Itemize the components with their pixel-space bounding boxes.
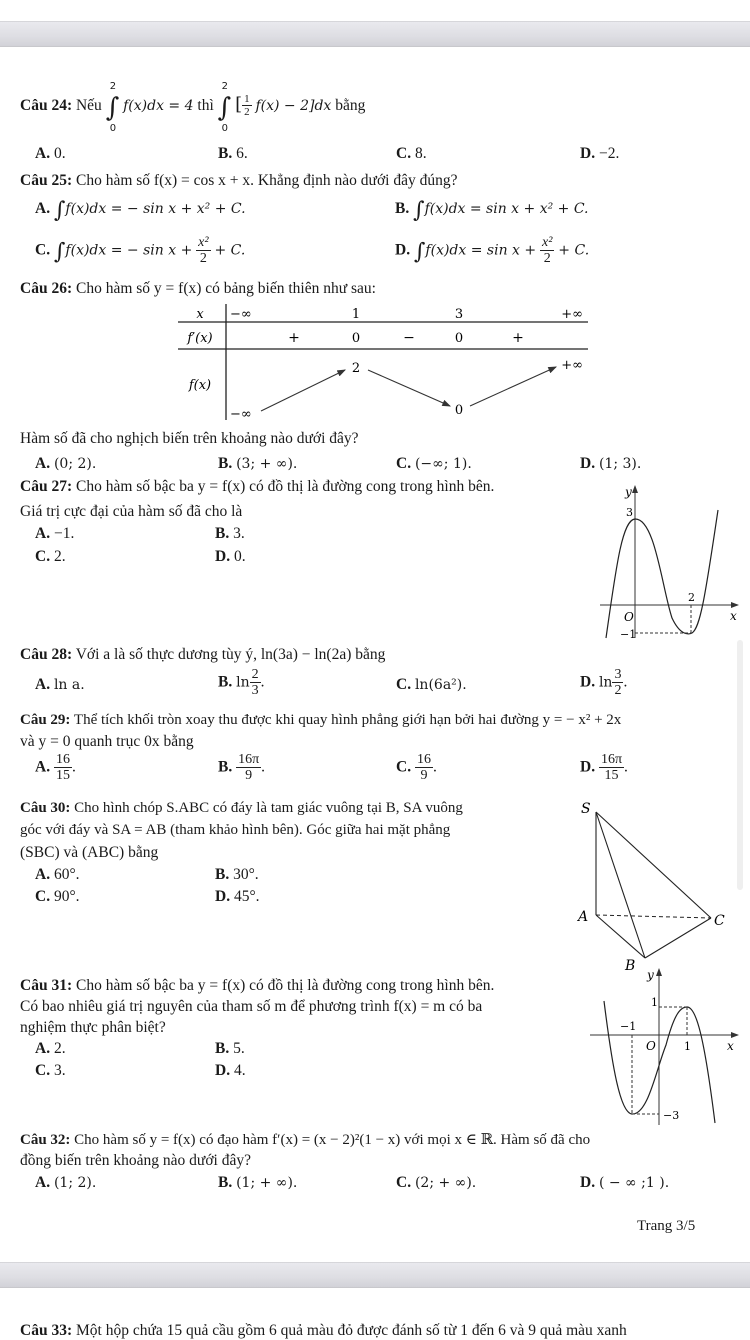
q26-option-d[interactable]: D. (1; 3). <box>580 455 642 472</box>
q30-option-c[interactable]: C. 90°. <box>35 888 80 905</box>
q32-option-c[interactable]: C. (2; + ∞). <box>396 1174 477 1191</box>
q31-option-a[interactable]: A. 2. <box>35 1040 66 1057</box>
table-f-val: 0 <box>454 403 464 418</box>
axis-label-x: x <box>730 609 737 623</box>
table-fp-val: 0 <box>454 331 464 346</box>
q33-label: Câu 33: <box>20 1322 73 1339</box>
q29-label: Câu 29: <box>20 712 71 728</box>
integral-sign-icon: ∫ <box>53 239 66 265</box>
vertex-label-b: B <box>625 958 636 974</box>
q28-option-b[interactable]: B. ln $\frac{2}{3}$ . <box>218 667 265 698</box>
table-f-val: −∞ <box>230 407 252 422</box>
vertex-label-s: S <box>581 801 591 817</box>
q26-question: Hàm số đã cho nghịch biến trên khoảng nào dưới đây? <box>20 430 359 447</box>
table-fp-val: 0 <box>351 331 361 346</box>
q29-option-a[interactable]: A. $\frac{16}{15}$ . <box>35 752 76 783</box>
q29-text2: và y = 0 quanh trục 0x bằng <box>20 733 194 750</box>
q31-option-d[interactable]: D. 4. <box>215 1062 246 1079</box>
q26-option-b[interactable]: B. (3; + ∞). <box>218 455 298 472</box>
q27-text: Cho hàm số bậc ba y = f(x) có đồ thị là đường cong trong hình bên. <box>75 478 495 495</box>
q29-option-c[interactable]: C. $\frac{16}{9}$ . <box>396 752 437 783</box>
q28-stem <box>20 646 385 664</box>
q24-expr2: f(x) − 2]dx <box>255 98 332 114</box>
axis-label-x: x <box>727 1039 734 1053</box>
q32-option-d[interactable]: D. ( − ∞ ;1 ). <box>580 1174 670 1191</box>
q32-option-b[interactable]: B. (1; + ∞). <box>218 1174 298 1191</box>
table-x-head: x <box>196 307 204 322</box>
q32-label: Câu 32: <box>20 1132 71 1148</box>
axis-label-y: y <box>625 485 632 499</box>
q24-stem <box>20 81 366 134</box>
q24-bracket: [ <box>235 94 243 115</box>
frac-num: 1 <box>244 93 250 106</box>
origin-label: O <box>646 1039 656 1053</box>
q24-option-a[interactable]: A. 0. <box>35 145 66 162</box>
q31-text: Cho hàm số bậc ba y = f(x) có đồ thị là đường cong trong hình bên. <box>75 977 495 994</box>
q27-stem <box>20 478 494 496</box>
q24-text-b: thì <box>197 97 214 114</box>
q24-expr1: f(x)dx = 4 <box>123 98 194 114</box>
q27-option-a[interactable]: A. −1. <box>35 525 75 542</box>
table-f-head: f(x) <box>188 378 212 393</box>
q28-option-d[interactable]: D. ln $\frac{3}{2}$ . <box>580 667 628 698</box>
tick-label: −1 <box>620 628 637 641</box>
integral-sign-icon: ∫ <box>413 198 425 223</box>
q30-option-b[interactable]: B. 30°. <box>215 866 259 883</box>
q24-label: Câu 24: <box>20 97 73 114</box>
q30-label: Câu 30: <box>20 800 71 816</box>
q28-text: Với a là số thực dương tùy ý, ln(3a) − ln(2a) bằng <box>75 646 386 663</box>
q27-text2: Giá trị cực đại của hàm số đã cho là <box>20 503 243 520</box>
tick-label: −1 <box>620 1020 637 1033</box>
variation-table <box>178 302 588 422</box>
q25-label: Câu 25: <box>20 172 73 189</box>
table-f-val: +∞ <box>561 358 583 373</box>
q27-label: Câu 27: <box>20 478 73 495</box>
q25-option-a[interactable]: A. ∫f(x)dx = − sin x + x² + C. <box>35 198 246 223</box>
frac-den: 2 <box>244 106 250 119</box>
pyramid-figure <box>575 795 745 974</box>
page-number: Trang 3/5 <box>637 1218 696 1234</box>
q26-stem <box>20 280 376 298</box>
q28-option-c[interactable]: C. ln(6a²). <box>396 676 467 693</box>
q28-option-a[interactable]: A. ln a. <box>35 676 85 693</box>
q31-text3: nghiệm thực phân biệt? <box>20 1019 166 1036</box>
q30-text2: góc với đáy và SA = AB (tham khảo hình bên). Góc giữa hai mặt phẳng <box>20 822 451 838</box>
q26-text: Cho hàm số y = f(x) có bảng biến thiên như sau: <box>75 280 376 297</box>
table-x-val: 3 <box>454 307 464 322</box>
table-x-val: 1 <box>351 307 361 322</box>
arrow-up-icon <box>261 370 345 411</box>
arrow-down-icon <box>368 370 450 406</box>
q31-label: Câu 31: <box>20 977 73 994</box>
q30-option-a[interactable]: A. 60°. <box>35 866 80 883</box>
q33-text: Một hộp chứa 15 quả cầu gồm 6 quả màu đỏ được đánh số từ 1 đến 6 và 9 quả màu xanh <box>75 1322 627 1339</box>
q30-text3: (SBC) và (ABC) bằng <box>20 844 159 861</box>
q24-option-d[interactable]: D. −2. <box>580 145 620 162</box>
q29-option-d[interactable]: D. $\frac{16\pi}{15}$ . <box>580 752 628 783</box>
q27-graph <box>600 478 740 643</box>
q25-option-d[interactable]: D. ∫f(x)dx = sin x + $\frac{\text{x²}}{2}$ + C. <box>395 235 590 266</box>
table-fp-head: f′(x) <box>187 331 213 346</box>
q31-stem <box>20 977 494 995</box>
tick-label: 1 <box>651 996 658 1009</box>
scrollbar[interactable] <box>737 640 743 890</box>
table-x-val: +∞ <box>561 307 583 322</box>
table-fp-sign: + <box>512 330 524 346</box>
q33-stem <box>20 1322 627 1340</box>
integral-upper-limit: 2 <box>221 81 229 92</box>
q27-option-b[interactable]: B. 3. <box>215 525 245 542</box>
q32-stem <box>20 1130 590 1149</box>
q32-option-a[interactable]: A. (1; 2). <box>35 1174 97 1191</box>
integral-upper-limit: 2 <box>109 81 117 92</box>
q29-option-b[interactable]: B. $\frac{16\pi}{9}$ . <box>218 752 266 783</box>
axis-label-y: y <box>647 968 654 982</box>
q25-option-b[interactable]: B. ∫f(x)dx = sin x + x² + C. <box>395 198 589 223</box>
integral-sign-icon: ∫ <box>105 93 120 123</box>
q30-text: Cho hình chóp S.ABC có đáy là tam giác vuông tại B, SA vuông <box>74 800 463 816</box>
origin-label: O <box>624 610 634 624</box>
q27-option-c[interactable]: C. 2. <box>35 548 66 565</box>
table-fp-sign: + <box>288 330 300 346</box>
q30-option-d[interactable]: D. 45°. <box>215 888 260 905</box>
q25-text: Cho hàm số f(x) = cos x + x. Khẳng định nào dưới đây đúng? <box>75 172 458 189</box>
q31-option-b[interactable]: B. 5. <box>215 1040 245 1057</box>
cubic-curve <box>606 510 718 638</box>
tick-label: 1 <box>684 1040 691 1053</box>
q29-text: Thể tích khối tròn xoay thu được khi quay hình phẳng giới hạn bởi hai đường y = − x² + 2x <box>73 712 622 728</box>
q26-option-a[interactable]: A. (0; 2). <box>35 455 97 472</box>
integral-lower-limit: 0 <box>221 123 229 134</box>
table-fp-sign: − <box>403 330 415 346</box>
vertex-label-a: A <box>578 909 589 925</box>
table-f-val: 2 <box>351 361 361 376</box>
arrow-up-icon <box>470 367 556 406</box>
table-x-val: −∞ <box>230 307 252 322</box>
q28-label: Câu 28: <box>20 646 73 663</box>
q31-graph <box>590 965 740 1123</box>
page-separator-top <box>0 21 750 47</box>
q30-stem <box>20 800 463 817</box>
q25-option-c[interactable]: C. ∫f(x)dx = − sin x + $\frac{\text{x²}}{2}$ + C. <box>35 235 246 266</box>
q27-option-d[interactable]: D. 0. <box>215 548 246 565</box>
q32-text2: đồng biến trên khoảng nào dưới đây? <box>20 1152 251 1169</box>
q24-option-c[interactable]: C. 8. <box>396 145 427 162</box>
integral-lower-limit: 0 <box>109 123 117 134</box>
q32-text: Cho hàm số y = f(x) có đạo hàm f′(x) = (x − 2)²(1 − x) với mọi x ∈ ℝ. Hàm số đã cho <box>74 1132 591 1148</box>
q24-option-b[interactable]: B. 6. <box>218 145 248 162</box>
integral-sign-icon: ∫ <box>413 239 426 265</box>
q31-text2: Có bao nhiêu giá trị nguyên của tham số m để phương trình f(x) = m có ba <box>20 998 483 1015</box>
q29-stem <box>20 712 621 729</box>
page-separator-bottom <box>0 1262 750 1288</box>
q24-text: Nếu <box>75 97 102 114</box>
q26-option-c[interactable]: C. (−∞; 1). <box>396 455 472 472</box>
vertex-label-c: C <box>714 913 725 929</box>
q24-text-c: bằng <box>335 97 366 114</box>
tick-label: 3 <box>626 506 633 519</box>
q26-label: Câu 26: <box>20 280 73 297</box>
tick-label: −3 <box>663 1109 680 1122</box>
q25-stem <box>20 172 457 190</box>
q31-option-c[interactable]: C. 3. <box>35 1062 66 1079</box>
tick-label: 2 <box>688 591 695 604</box>
integral-sign-icon: ∫ <box>217 93 232 123</box>
integral-sign-icon: ∫ <box>53 198 66 223</box>
